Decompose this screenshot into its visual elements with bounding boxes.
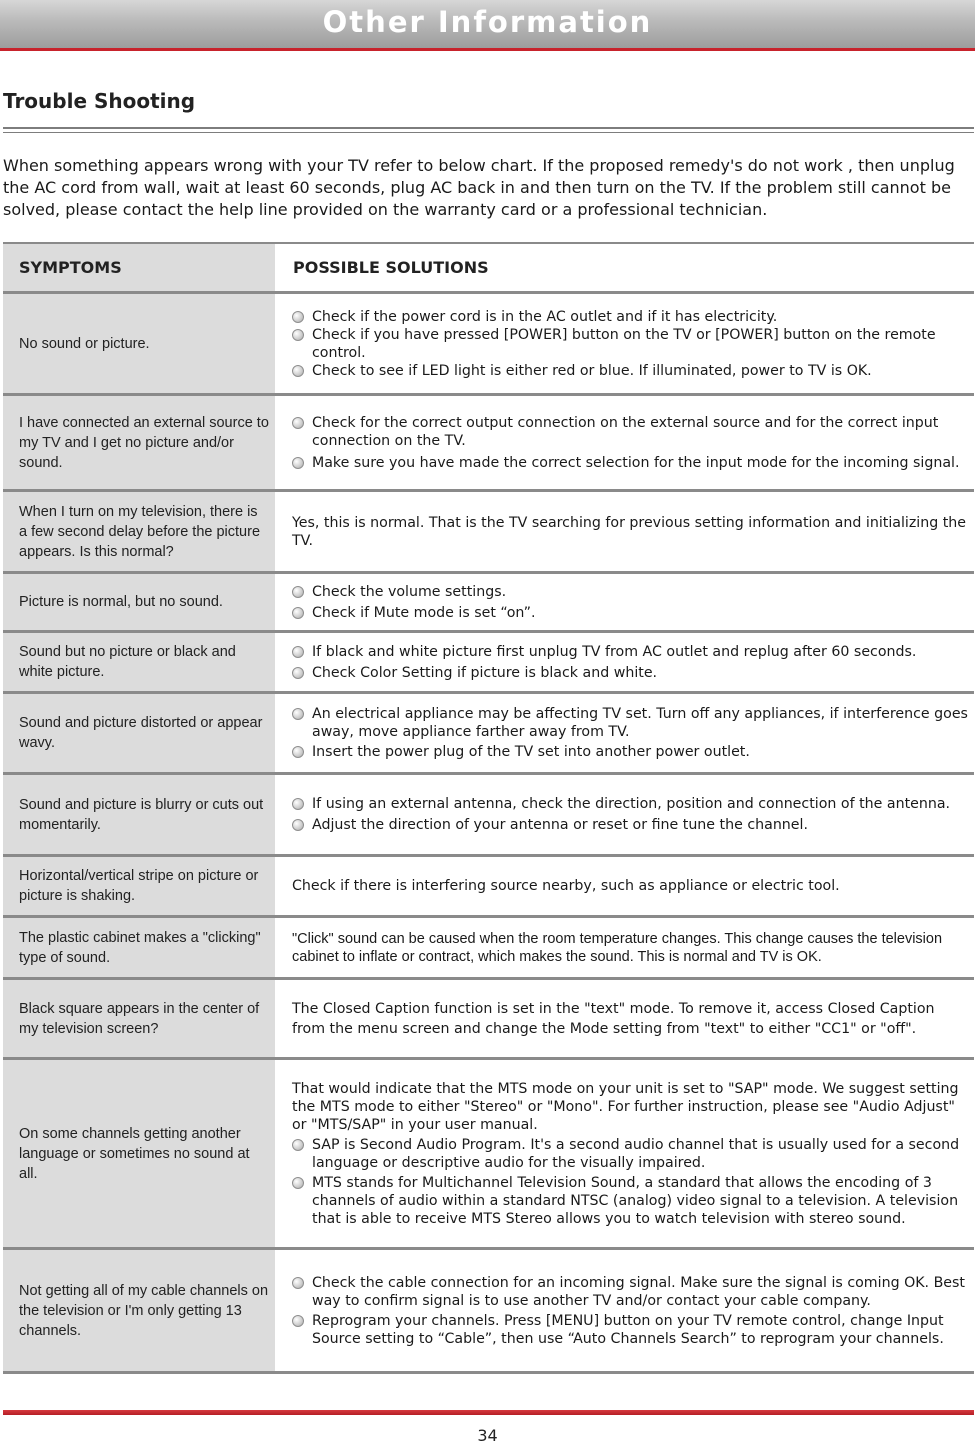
solution-text: Yes, this is normal. That is the TV searching for previous setting information and initializing the TV. bbox=[292, 514, 967, 549]
symptom-cell: Black square appears in the center of my television screen? bbox=[3, 980, 275, 1057]
table-row bbox=[3, 396, 974, 492]
solution-bullet bbox=[292, 643, 968, 661]
bullet-text: Check the volume settings. bbox=[312, 583, 507, 600]
bullet-icon bbox=[292, 798, 304, 810]
symptom-cell: Sound but no picture or black and white picture. bbox=[3, 633, 275, 691]
solution-cell bbox=[275, 574, 974, 630]
bullet-text: Check if the power cord is in the AC outlet and if it has electricity. bbox=[312, 308, 778, 325]
footer-rule bbox=[3, 1410, 974, 1415]
symptom-cell: Sound and picture is blurry or cuts out momentarily. bbox=[3, 775, 275, 854]
bullet-text: Check Color Setting if picture is black and white. bbox=[312, 664, 658, 681]
solution-bullet bbox=[292, 308, 968, 326]
section-divider bbox=[3, 127, 974, 133]
bullet-icon bbox=[292, 329, 304, 341]
table-row bbox=[3, 492, 974, 574]
solution-bullet bbox=[292, 604, 968, 622]
solution-bullet bbox=[292, 664, 968, 682]
bullet-text: Make sure you have made the correct selection for the input mode for the incoming signal. bbox=[312, 454, 960, 471]
bullet-text: An electrical appliance may be affecting TV set. Turn off any appliances, if interference goes away, move appliance farther away from TV. bbox=[312, 706, 968, 740]
solution-cell bbox=[275, 633, 974, 691]
table-row bbox=[3, 633, 974, 694]
bullet-icon bbox=[292, 746, 304, 758]
table-row bbox=[3, 1250, 974, 1374]
bullet-text: Check to see if LED light is either red or blue. If illuminated, power to TV is OK. bbox=[312, 362, 872, 379]
solution-bullet bbox=[292, 362, 968, 380]
symptoms-header: SYMPTOMS bbox=[3, 244, 275, 291]
table-row bbox=[3, 294, 974, 396]
solution-cell bbox=[275, 918, 974, 977]
bullet-text: Insert the power plug of the TV set into another power outlet. bbox=[312, 744, 750, 760]
solution-cell bbox=[275, 1250, 974, 1371]
solution-cell bbox=[275, 396, 974, 489]
table-row bbox=[3, 980, 974, 1060]
bullet-icon bbox=[292, 646, 304, 658]
solutions-header: POSSIBLE SOLUTIONS bbox=[293, 257, 489, 277]
solution-bullet bbox=[292, 795, 968, 813]
bullet-icon bbox=[292, 586, 304, 598]
bullet-icon bbox=[292, 311, 304, 323]
solution-bullet bbox=[292, 816, 968, 834]
solution-cell bbox=[275, 1060, 974, 1247]
solution-cell bbox=[275, 857, 974, 915]
solution-bullet bbox=[292, 743, 968, 761]
solution-bullet bbox=[292, 705, 968, 741]
solution-bullet bbox=[292, 1274, 968, 1310]
solution-text: Check if there is interfering source nearby, such as appliance or electric tool. bbox=[292, 878, 840, 894]
page-number: 34 bbox=[477, 1426, 498, 1445]
symptom-cell: Not getting all of my cable channels on the television or I'm only getting 13 channels. bbox=[3, 1250, 275, 1371]
symptom-cell: No sound or picture. bbox=[3, 294, 275, 393]
bullet-icon bbox=[292, 607, 304, 619]
section-title: Trouble Shooting bbox=[3, 89, 196, 113]
table-row bbox=[3, 694, 974, 775]
solution-text: "Click" sound can be caused when the room temperature changes. This change causes the television cabinet to inflate or contract, which makes the sound. This is normal and TV is OK. bbox=[292, 930, 943, 965]
bullet-text: Adjust the direction of your antenna or reset or fine tune the channel. bbox=[312, 817, 808, 833]
solution-cell bbox=[275, 694, 974, 772]
troubleshooting-table bbox=[3, 242, 974, 1374]
solution-cell bbox=[275, 775, 974, 854]
bullet-icon bbox=[292, 1139, 304, 1151]
bullet-text: Check for the correct output connection on the external source and for the correct input connection on the TV. bbox=[312, 414, 939, 449]
bullet-text: Reprogram your channels. Press [MENU] button on your TV remote control, change Input Source setting to “Cable”, then use “Auto Channels Search” to reprogram your channels. bbox=[312, 1312, 944, 1347]
bullet-text: If using an external antenna, check the direction, position and connection of the antenna. bbox=[312, 796, 951, 812]
table-row bbox=[3, 775, 974, 857]
intro-paragraph: When something appears wrong with your TV refer to below chart. If the proposed remedy's do not work , then unplug the AC cord from wall, wait at least 60 seconds, plug AC back in and then turn on the TV. If the problem still cannot be solved, please contact the help line provided on the warranty card or a professional technician. bbox=[3, 156, 955, 219]
bullet-icon bbox=[292, 667, 304, 679]
bullet-icon bbox=[292, 1277, 304, 1289]
symptom-cell: On some channels getting another language or sometimes no sound at all. bbox=[3, 1060, 275, 1247]
table-header-row bbox=[3, 244, 974, 294]
solution-bullet bbox=[292, 326, 968, 362]
bullet-icon bbox=[292, 708, 304, 720]
solution-text: That would indicate that the MTS mode on your unit is set to "SAP" mode. We suggest setting the MTS mode to either "Stereo" or "Mono". For further instruction, please see "Audio Adjust" or "MTS/SAP" in your user manual. bbox=[292, 1080, 959, 1133]
solution-cell bbox=[275, 492, 974, 571]
symptom-cell: When I turn on my television, there is a few second delay before the picture appears. Is this normal? bbox=[3, 492, 275, 571]
table-row bbox=[3, 574, 974, 633]
table-row bbox=[3, 857, 974, 918]
table-row bbox=[3, 918, 974, 980]
bullet-text: SAP is Second Audio Program. It's a second audio channel that is usually used for a second language or descriptive audio for the visually impaired. bbox=[312, 1136, 960, 1171]
solution-bullet bbox=[292, 414, 968, 450]
banner-title: Other Information bbox=[322, 5, 653, 39]
solution-bullet bbox=[292, 1136, 968, 1172]
bullet-text: Check the cable connection for an incoming signal. Make sure the signal is coming OK. Best way to confirm signal is to use another TV and/or contact your cable company. bbox=[312, 1274, 965, 1309]
bullet-icon bbox=[292, 457, 304, 469]
solution-bullet bbox=[292, 583, 968, 601]
solution-cell bbox=[275, 980, 974, 1057]
symptom-cell: The plastic cabinet makes a "clicking" type of sound. bbox=[3, 918, 275, 977]
bullet-icon bbox=[292, 1177, 304, 1189]
bullet-icon bbox=[292, 819, 304, 831]
symptom-cell: I have connected an external source to my TV and I get no picture and/or sound. bbox=[3, 396, 275, 489]
solution-text: The Closed Caption function is set in the "text" mode. To remove it, access Closed Caption from the menu screen and change the Mode setting from "text" to either "CC1" or "off". bbox=[292, 1000, 935, 1037]
solution-bullet bbox=[292, 1174, 968, 1228]
symptom-cell: Horizontal/vertical stripe on picture or picture is shaking. bbox=[3, 857, 275, 915]
page-banner bbox=[0, 0, 975, 51]
bullet-icon bbox=[292, 365, 304, 377]
bullet-text: Check if you have pressed [POWER] button on the TV or [POWER] button on the remote control. bbox=[312, 326, 936, 361]
solution-bullet bbox=[292, 454, 968, 472]
symptom-cell: Sound and picture distorted or appear wavy. bbox=[3, 694, 275, 772]
bullet-icon bbox=[292, 417, 304, 429]
bullet-icon bbox=[292, 1315, 304, 1327]
table-row bbox=[3, 1060, 974, 1250]
symptom-cell: Picture is normal, but no sound. bbox=[3, 574, 275, 630]
solution-cell bbox=[275, 294, 974, 393]
bullet-text: If black and white picture first unplug TV from AC outlet and replug after 60 seconds. bbox=[312, 643, 917, 660]
bullet-text: MTS stands for Multichannel Television Sound, a standard that allows the encoding of 3 channels of audio within a standard NTSC (analog) video signal to a television. A television that is able to receive MTS Stereo allows you to watch television with stereo sound. bbox=[312, 1174, 959, 1227]
bullet-text: Check if Mute mode is set “on”. bbox=[312, 604, 536, 621]
solution-bullet bbox=[292, 1312, 968, 1348]
